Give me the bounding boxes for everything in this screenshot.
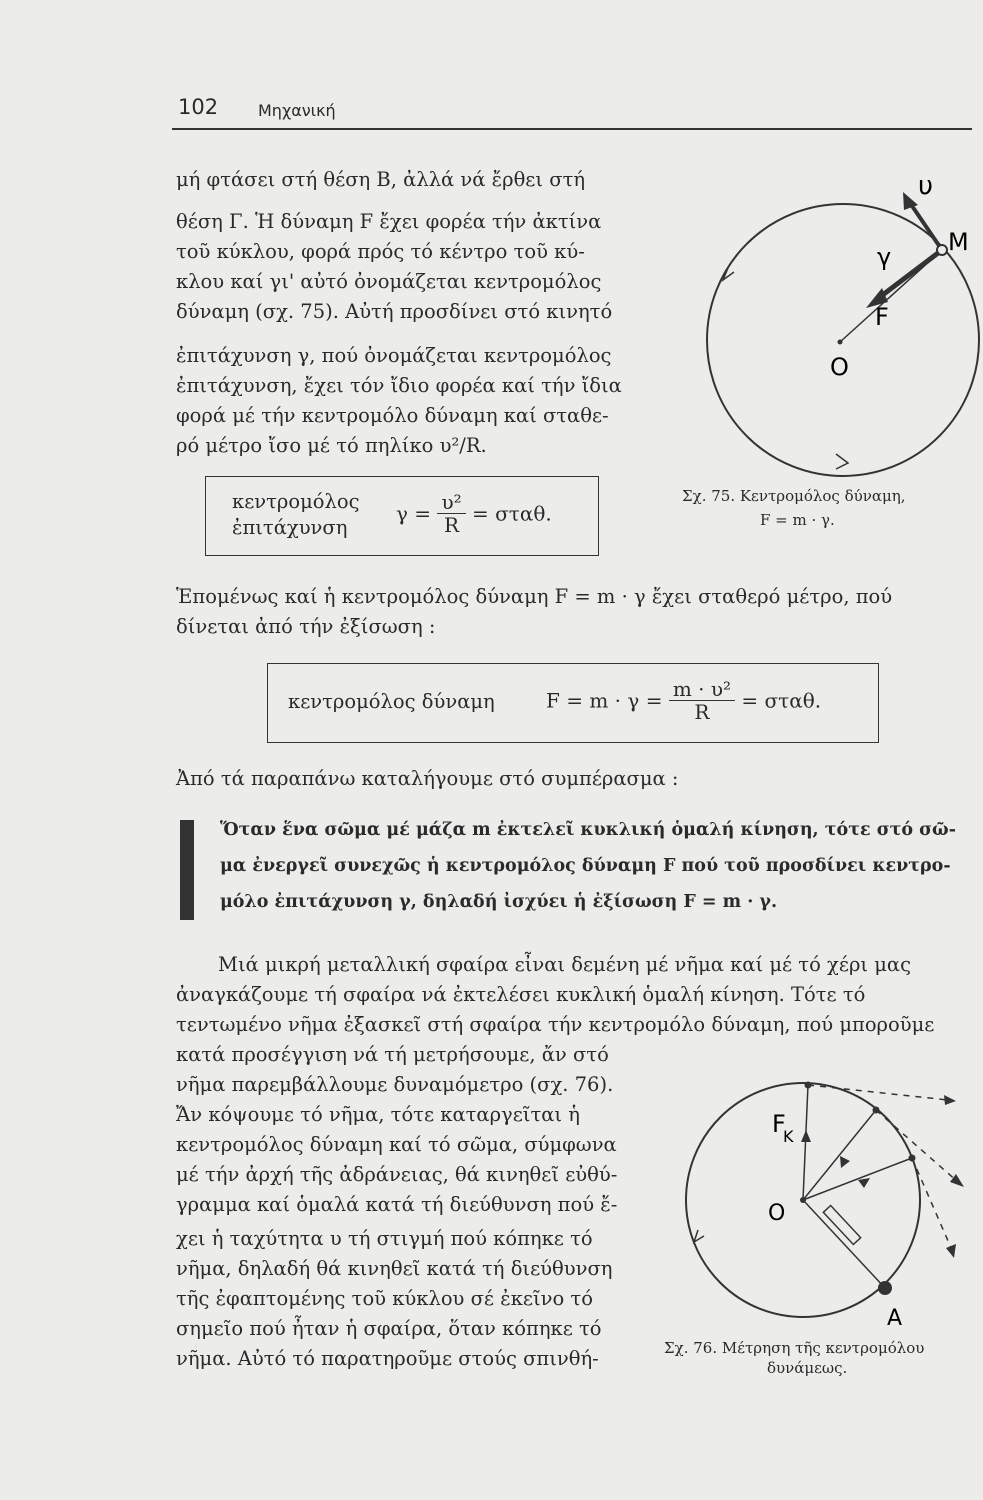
string-line-with-dynamometer: [803, 1200, 885, 1288]
text-line: μή φτάσει στή θέση Β, ἀλλά νά ἔρθει στή: [176, 168, 586, 191]
velocity-arrowhead: [903, 192, 918, 210]
force-arrowhead: [840, 1156, 850, 1168]
label-o: Ο: [830, 353, 849, 381]
text-line: Μιά μικρή μεταλλική σφαίρα εἶναι δεμένη μέ νῆμα καί μέ τό χέρι μας: [218, 953, 912, 976]
text-line: κλου καί γι' αὐτό ὀνομάζεται κεντρομόλος: [176, 270, 602, 293]
conclusion-line: μόλο ἐπιτάχυνση γ, δηλαδή ἰσχύει ἡ ἐξίσωση F = m · γ.: [220, 892, 778, 912]
label-k: K: [783, 1127, 794, 1146]
paragraph-experiment-wide: [176, 950, 934, 1040]
caption-formula: F = m · γ.: [760, 511, 835, 529]
formula-fraction: [437, 491, 465, 536]
figure-76-diagram: [680, 1070, 980, 1330]
motion-direction-arrow: [694, 1230, 704, 1242]
sphere-previous: [805, 1082, 812, 1089]
caption-line: δυνάμεως.: [767, 1359, 848, 1377]
tangent-arrowhead: [946, 1244, 956, 1258]
text-line: ἀναγκάζουμε τή σφαίρα νά ἐκτελέσει κυκλική ὁμαλή κίνηση. Τότε τό: [176, 983, 866, 1006]
center-point-o: [800, 1197, 806, 1203]
string-line: [803, 1085, 808, 1200]
text-line: νῆμα, δηλαδή θά κινηθεῖ κατά τή διεύθυνση: [176, 1257, 613, 1280]
formula-label: κεντρομόλος δύναμη: [288, 690, 495, 713]
text-line: Ἄν κόψουμε τό νῆμα, τότε καταργεῖται ἡ: [176, 1103, 580, 1126]
formula-rhs: = σταθ.: [741, 688, 822, 713]
text-line: κατά προσέγγιση νά τή μετρήσουμε, ἄν στό: [176, 1043, 609, 1066]
text-line: δίνεται ἀπό τήν ἐξίσωση :: [176, 615, 436, 638]
sphere-point-a: [878, 1281, 892, 1295]
conclusion-line: Ὅταν ἕνα σῶμα μέ μάζα m ἐκτελεῖ κυκλική ὁμαλή κίνηση, τότε στό σῶ-: [220, 820, 956, 840]
figure-76-caption: [664, 1338, 924, 1378]
label-m: Μ: [948, 228, 969, 256]
paragraph-force: [176, 582, 892, 642]
paragraph-intro: [176, 165, 622, 461]
sphere-previous: [873, 1107, 880, 1114]
formula-fraction: [669, 678, 735, 723]
paragraph-experiment-narrow: [176, 1040, 617, 1374]
motion-direction-arrow: [836, 454, 848, 469]
running-title: Μηχανική: [258, 101, 336, 120]
formula-box-force: [267, 663, 879, 743]
text-line: ρό μέτρο ἴσο μέ τό πηλίκο υ²/R.: [176, 434, 487, 457]
formula-label: ἐπιτάχυνση: [232, 516, 348, 539]
text-line: θέση Γ. Ἡ δύναμη F ἔχει φορέα τήν ἀκτίνα: [176, 210, 602, 233]
acceleration-formula: [396, 491, 552, 536]
fraction-denominator: R: [444, 513, 460, 537]
formula-lhs: F = m · γ =: [546, 688, 663, 713]
formula-lhs: γ =: [396, 501, 432, 526]
text-line: τεντωμένο νῆμα ἐξασκεῖ στή σφαίρα τήν κεντρομόλο δύναμη, πού μποροῦμε: [176, 1013, 935, 1036]
label-f: F: [772, 1110, 786, 1138]
text-line: κεντρομόλος δύναμη καί τό σῶμα, σύμφωνα: [176, 1133, 617, 1156]
figure-75-diagram: [690, 160, 980, 480]
label-v: υ: [918, 171, 934, 201]
caption-line: Σχ. 75. Κεντρομόλος δύναμη,: [682, 487, 906, 505]
force-formula: [546, 678, 821, 723]
label-gamma: γ: [877, 243, 892, 271]
formula-rhs: = σταθ.: [471, 501, 552, 526]
tangent-dashed-line: [912, 1158, 952, 1250]
page-number: 102: [178, 95, 219, 119]
formula-box-acceleration: [205, 476, 599, 556]
fraction-numerator: m · υ²: [669, 678, 735, 701]
text-line: ἐπιτάχυνση, ἔχει τόν ἴδιο φορέα καί τήν ἴδια: [176, 374, 622, 397]
sphere-previous: [909, 1155, 916, 1162]
label-a: A: [887, 1306, 903, 1330]
paragraph-conclusion-intro: Ἀπό τά παραπάνω καταλήγουμε στό συμπέρασμα :: [176, 767, 679, 790]
text-line: σημεῖο πού ἦταν ἡ σφαίρα, ὅταν κόπηκε τό: [176, 1317, 602, 1340]
header-rule: [172, 128, 972, 130]
conclusion-line: μα ἐνεργεῖ συνεχῶς ἡ κεντρομόλος δύναμη F πού τοῦ προσδίνει κεντρο-: [220, 856, 951, 876]
text-line: ἐπιτάχυνση γ, πού ὀνομάζεται κεντρομόλος: [176, 344, 612, 367]
tangent-arrowhead: [944, 1095, 956, 1105]
force-arrowhead: [801, 1130, 811, 1142]
formula-label: κεντρομόλος: [232, 490, 360, 513]
text-line: νῆμα παρεμβάλλουμε δυναμόμετρο (σχ. 76).: [176, 1073, 614, 1096]
text-line: νῆμα. Αὐτό τό παρατηροῦμε στούς σπινθή-: [176, 1347, 599, 1370]
text-line: μέ τήν ἀρχή τῆς ἀδράνειας, θά κινηθεῖ εὐθύ-: [176, 1163, 618, 1186]
text-line: τῆς ἐφαπτομένης τοῦ κύκλου σέ ἐκεῖνο τό: [176, 1287, 593, 1310]
fraction-denominator: R: [694, 700, 710, 724]
velocity-vector: [908, 200, 942, 250]
label-o: O: [768, 1201, 786, 1226]
moving-point-m: [937, 245, 947, 255]
label-f: F: [875, 303, 889, 331]
text-line: Ἑπομένως καί ἡ κεντρομόλος δύναμη F = m · γ ἔχει σταθερό μέτρο, πού: [176, 585, 893, 608]
text-line: φορά μέ τήν κεντρομόλο δύναμη καί σταθε-: [176, 404, 609, 427]
center-point-o: [838, 340, 843, 345]
force-arrowhead: [858, 1178, 870, 1188]
dynamometer: [823, 1206, 860, 1245]
text-line: δύναμη (σχ. 75). Αὐτή προσδίνει στό κινητό: [176, 300, 613, 323]
text-line: γραμμα καί ὁμαλά κατά τή διεύθυνση πού ἔ-: [176, 1193, 618, 1216]
fraction-numerator: υ²: [437, 491, 465, 514]
figure-75-caption: [682, 486, 905, 530]
text-line: χει ἡ ταχύτητα υ τή στιγμή πού κόπηκε τό: [176, 1227, 593, 1250]
conclusion-marker-bar: [180, 820, 194, 920]
conclusion-block: [220, 812, 956, 920]
text-line: τοῦ κύκλου, φορά πρός τό κέντρο τοῦ κύ-: [176, 240, 585, 263]
tangent-dashed-line: [808, 1085, 948, 1100]
caption-line: Σχ. 76. Μέτρηση τῆς κεντρομόλου: [664, 1339, 925, 1357]
